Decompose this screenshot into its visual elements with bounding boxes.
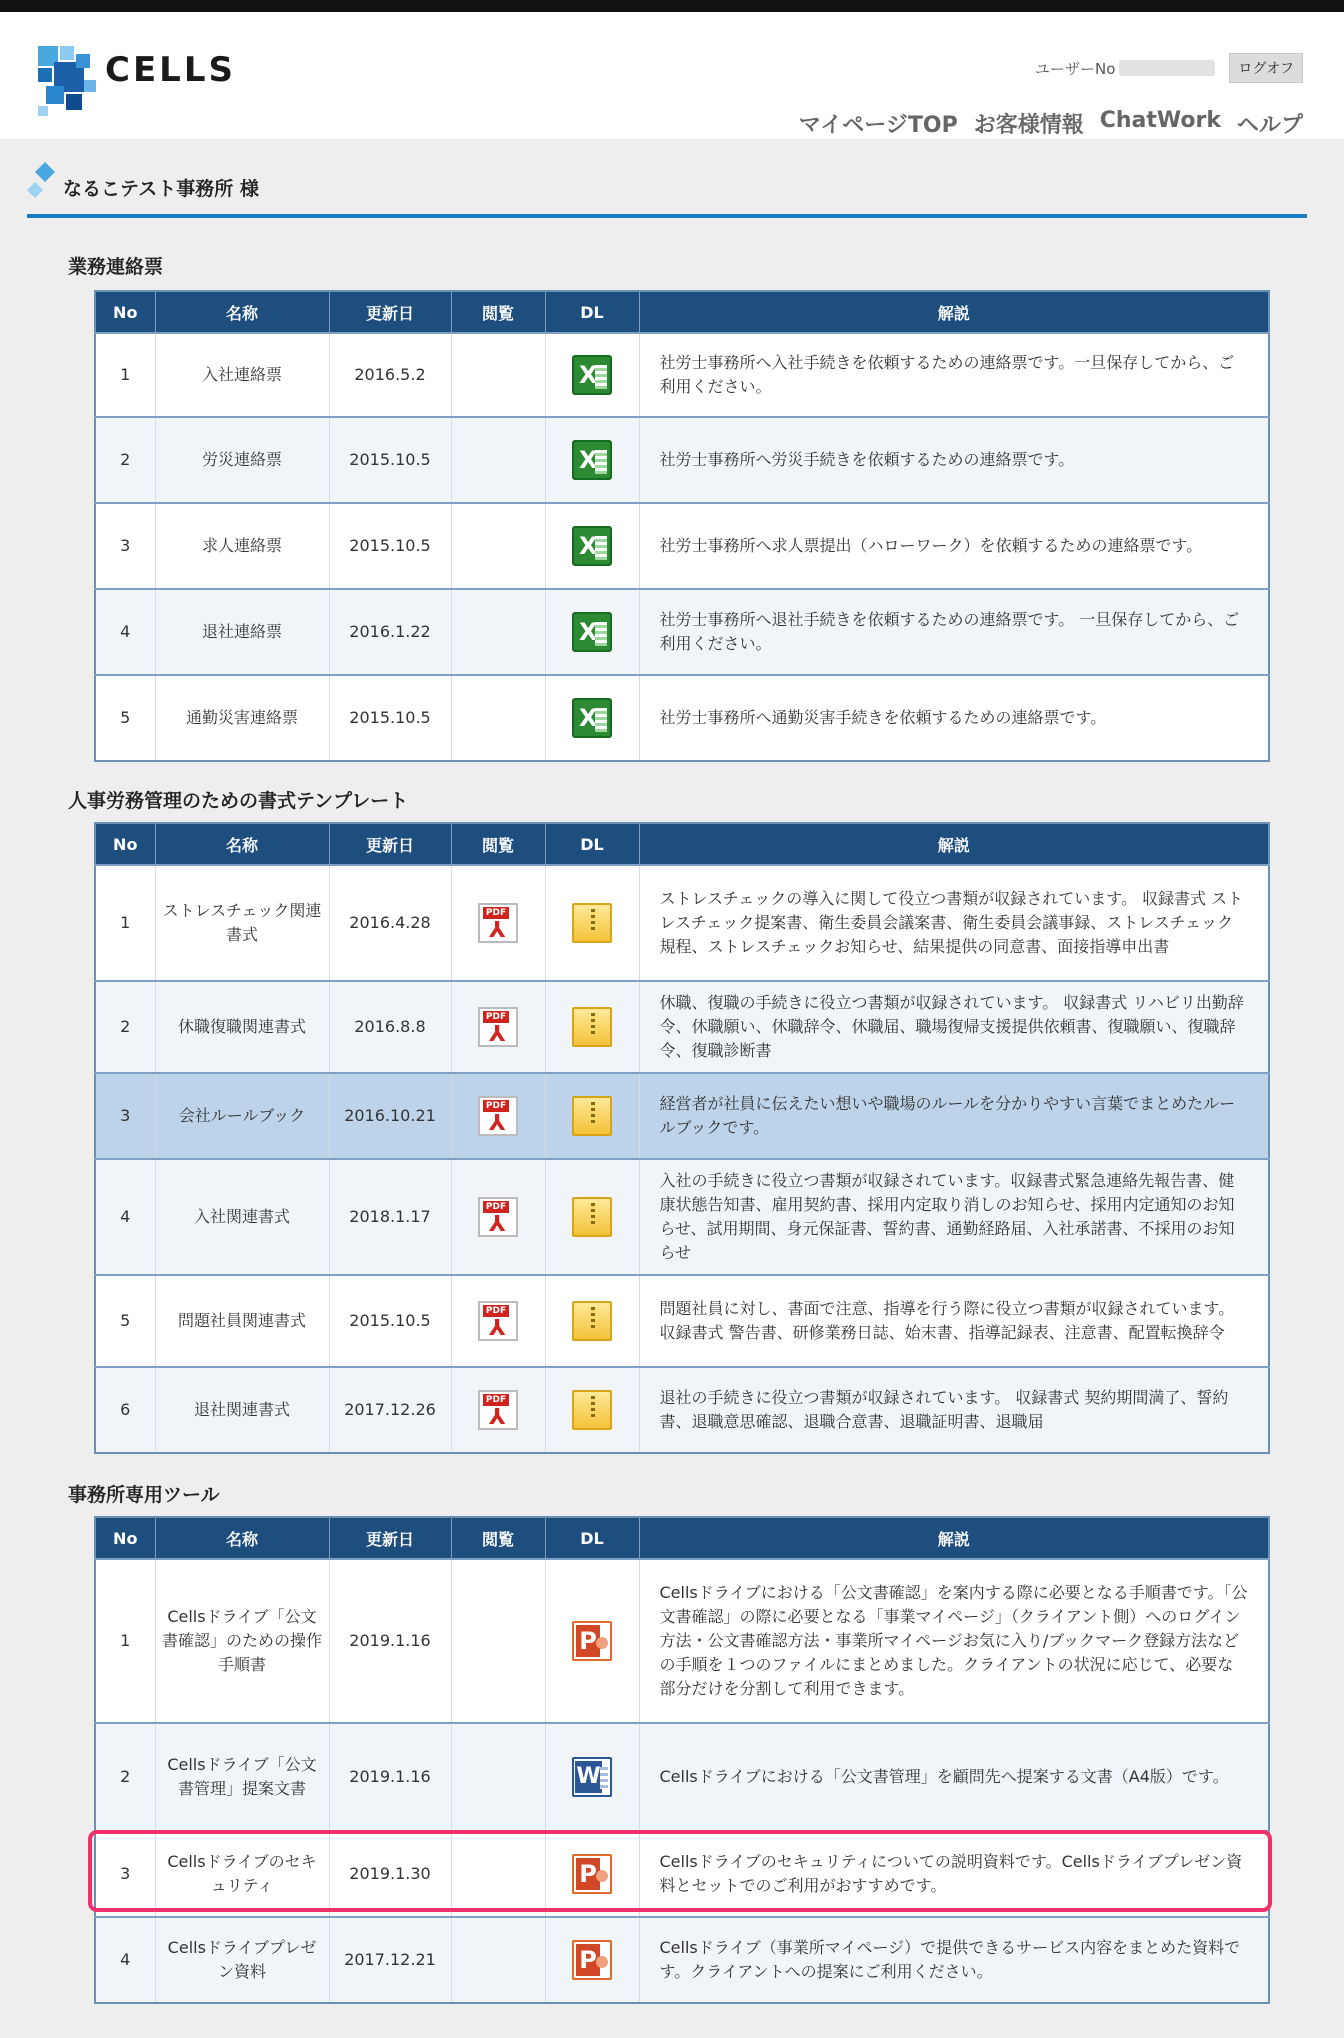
zip-icon[interactable] [572,1301,612,1341]
logout-button[interactable]: ログオフ [1229,53,1303,83]
row-number: 1 [95,333,155,417]
download-cell [545,981,639,1073]
column-header-desc: 解説 [639,823,1269,865]
updated-date: 2016.4.28 [329,865,451,981]
view-cell [451,1723,545,1831]
pdf-icon[interactable] [478,903,518,943]
column-header-dl: DL [545,823,639,865]
document-name[interactable]: 通勤災害連絡票 [155,675,329,761]
updated-date: 2015.10.5 [329,1275,451,1367]
document-description: Cellsドライブにおける「公文書管理」を顧問先へ提案する文書（A4版）です。 [639,1723,1269,1831]
row-number: 1 [95,1559,155,1723]
view-cell [451,1159,545,1275]
column-header-desc: 解説 [639,1517,1269,1559]
download-cell [545,1723,639,1831]
document-description: Cellsドライブ（事業所マイページ）で提供できるサービス内容をまとめた資料です。クライアントへの提案にご利用ください。 [639,1917,1269,2003]
download-cell [545,1073,639,1159]
column-header-date: 更新日 [329,291,451,333]
document-name[interactable]: 退社連絡票 [155,589,329,675]
view-cell [451,1073,545,1159]
section-title: 人事労務管理のための書式テンプレート [68,790,409,812]
header [0,12,1344,139]
updated-date: 2016.1.22 [329,589,451,675]
row-number: 6 [95,1367,155,1453]
updated-date: 2015.10.5 [329,503,451,589]
user-number-label: ユーザーNo [1035,59,1116,78]
column-header-date: 更新日 [329,1517,451,1559]
download-cell [545,503,639,589]
updated-date: 2017.12.21 [329,1917,451,2003]
document-name[interactable]: Cellsドライブプレゼン資料 [155,1917,329,2003]
download-cell [545,675,639,761]
download-cell [545,589,639,675]
zip-icon[interactable] [572,1197,612,1237]
download-cell [545,1917,639,2003]
view-cell [451,589,545,675]
column-header-view: 閲覧 [451,823,545,865]
download-cell [545,333,639,417]
documents-table [94,1516,1270,2004]
download-cell [545,1831,639,1917]
document-description: ストレスチェックの導入に関して役立つ書類が収録されています。 収録書式 ストレスチェック提案書、衛生委員会議案書、衛生委員会議事録、ストレスチェック規程、ストレスチェックお知らせ、結果提供の同意書、面接指導申出書 [639,865,1269,981]
document-description: 社労士事務所へ入社手続きを依頼するための連絡票です。一旦保存してから、ご利用ください。 [639,333,1269,417]
view-cell [451,417,545,503]
row-number: 4 [95,1159,155,1275]
view-cell [451,1275,545,1367]
document-description: 社労士事務所へ労災手続きを依頼するための連絡票です。 [639,417,1269,503]
updated-date: 2015.10.5 [329,675,451,761]
document-description: 退社の手続きに役立つ書類が収録されています。 収録書式 契約期間満了、誓約書、退職意思確認、退職合意書、退職証明書、退職届 [639,1367,1269,1453]
zip-icon[interactable] [572,903,612,943]
logo-text: CELLS [105,50,236,90]
document-description: Cellsドライブにおける「公文書確認」を案内する際に必要となる手順書です。「公文書確認」の際に必要となる「事業マイページ」（クライアント側）へのログイン方法・公文書確認方法・事業所マイページお気に入り/ブックマーク登録方法などの手順を１つのファイルにまとめました。クライアントの状況に応じて、必要な部分だけを分割して利用できます。 [639,1559,1269,1723]
column-header-view: 閲覧 [451,1517,545,1559]
row-number: 2 [95,1723,155,1831]
view-cell [451,981,545,1073]
column-header-dl: DL [545,1517,639,1559]
view-cell [451,675,545,761]
document-name[interactable]: 会社ルールブック [155,1073,329,1159]
updated-date: 2015.10.5 [329,417,451,503]
view-cell [451,865,545,981]
table-row [95,981,1269,1073]
updated-date: 2019.1.30 [329,1831,451,1917]
row-number: 5 [95,1275,155,1367]
updated-date: 2016.10.21 [329,1073,451,1159]
column-header-name: 名称 [155,823,329,865]
document-name[interactable]: Cellsドライブのセキュリティ [155,1831,329,1917]
zip-icon[interactable] [572,1390,612,1430]
download-cell [545,865,639,981]
column-header-name: 名称 [155,1517,329,1559]
download-cell [545,1559,639,1723]
section-title: 事務所専用ツール [68,1484,220,1506]
document-name[interactable]: ストレスチェック関連書式 [155,865,329,981]
table-row [95,675,1269,761]
row-number: 5 [95,675,155,761]
document-description: Cellsドライブのセキュリティについての説明資料です。Cellsドライブプレゼン資料とセットでのご利用がおすすめです。 [639,1831,1269,1917]
column-header-view: 閲覧 [451,291,545,333]
document-description: 経営者が社員に伝えたい想いや職場のルールを分かりやすい言葉でまとめたルールブックです。 [639,1073,1269,1159]
document-name[interactable]: 休職復職関連書式 [155,981,329,1073]
pdf-icon[interactable] [478,1390,518,1430]
row-number: 4 [95,589,155,675]
xls-icon[interactable] [572,612,612,652]
section-title: 業務連絡票 [68,256,164,278]
document-name[interactable]: Cellsドライブ「公文書確認」のための操作手順書 [155,1559,329,1723]
updated-date: 2016.5.2 [329,333,451,417]
table-row [95,1917,1269,2003]
office-title-bar [27,158,1307,218]
document-name[interactable]: 労災連絡票 [155,417,329,503]
xls-icon[interactable] [572,526,612,566]
updated-date: 2019.1.16 [329,1723,451,1831]
column-header-desc: 解説 [639,291,1269,333]
document-description: 入社の手続きに役立つ書類が収録されています。収録書式緊急連絡先報告書、健康状態告知書、雇用契約書、採用内定取り消しのお知らせ、採用内定通知のお知らせ、試用期間、身元保証書、誓約書、通勤経路届、入社承諾書、不採用のお知らせ [639,1159,1269,1275]
zip-icon[interactable] [572,1007,612,1047]
nav-customer-info[interactable]: お客様情報 [973,113,1084,138]
main-nav [799,108,1303,139]
row-number: 3 [95,503,155,589]
document-description: 社労士事務所へ通勤災害手続きを依頼するための連絡票です。 [639,675,1269,761]
table-row [95,1073,1269,1159]
diamond-icon [27,160,57,210]
table-row [95,865,1269,981]
document-description: 社労士事務所へ求人票提出（ハローワーク）を依頼するための連絡票です。 [639,503,1269,589]
xls-icon[interactable] [572,355,612,395]
table-row [95,1159,1269,1275]
pdf-icon[interactable] [478,1096,518,1136]
user-area [1035,54,1303,82]
updated-date: 2018.1.17 [329,1159,451,1275]
pdf-icon[interactable] [478,1197,518,1237]
download-cell [545,1159,639,1275]
table-row [95,1275,1269,1367]
zip-icon[interactable] [572,1096,612,1136]
document-description: 問題社員に対し、書面で注意、指導を行う際に役立つ書類が収録されています。 収録書式 警告書、研修業務日誌、始末書、指導記録表、注意書、配置転換辞令 [639,1275,1269,1367]
table-row [95,503,1269,589]
row-number: 3 [95,1073,155,1159]
column-header-name: 名称 [155,291,329,333]
ppt-icon[interactable] [572,1940,612,1980]
table-row [95,1831,1269,1917]
top-bar [0,0,1344,12]
table-row [95,1559,1269,1723]
row-number: 2 [95,981,155,1073]
view-cell [451,503,545,589]
column-header-no: No [95,291,155,333]
view-cell [451,1559,545,1723]
document-name[interactable]: 入社関連書式 [155,1159,329,1275]
download-cell [545,1275,639,1367]
pdf-icon[interactable] [478,1007,518,1047]
table-row [95,1367,1269,1453]
column-header-no: No [95,1517,155,1559]
documents-table [94,290,1270,762]
xls-icon[interactable] [572,440,612,480]
table-row [95,417,1269,503]
office-name: なるこテスト事務所 様 [63,178,259,200]
download-cell [545,1367,639,1453]
document-description: 休職、復職の手続きに役立つ書類が収録されています。 収録書式 リハビリ出勤辞令、休職願い、休職辞令、休職届、職場復帰支援提供依頼書、復職願い、復職辞令、復職診断書 [639,981,1269,1073]
view-cell [451,1917,545,2003]
document-name[interactable]: 求人連絡票 [155,503,329,589]
table-row [95,333,1269,417]
xls-icon[interactable] [572,698,612,738]
documents-table [94,822,1270,1454]
doc-icon[interactable] [572,1757,612,1797]
pdf-icon[interactable] [478,1301,518,1341]
column-header-no: No [95,823,155,865]
document-name[interactable]: 退社関連書式 [155,1367,329,1453]
document-description: 社労士事務所へ退社手続きを依頼するための連絡票です。 一旦保存してから、ご利用ください。 [639,589,1269,675]
column-header-date: 更新日 [329,823,451,865]
view-cell [451,1367,545,1453]
document-name[interactable]: Cellsドライブ「公文書管理」提案文書 [155,1723,329,1831]
updated-date: 2016.8.8 [329,981,451,1073]
document-name[interactable]: 入社連絡票 [155,333,329,417]
column-header-dl: DL [545,291,639,333]
nav-chatwork[interactable]: ChatWork [1099,108,1221,133]
row-number: 1 [95,865,155,981]
download-cell [545,417,639,503]
table-row [95,1723,1269,1831]
row-number: 3 [95,1831,155,1917]
ppt-icon[interactable] [572,1854,612,1894]
table-row [95,589,1269,675]
view-cell [451,333,545,417]
ppt-icon[interactable] [572,1621,612,1661]
updated-date: 2017.12.26 [329,1367,451,1453]
nav-mypage-top[interactable]: マイページTOP [798,113,958,138]
user-number-masked [1119,60,1215,76]
updated-date: 2019.1.16 [329,1559,451,1723]
nav-help[interactable]: ヘルプ [1236,113,1303,138]
view-cell [451,1831,545,1917]
row-number: 4 [95,1917,155,2003]
row-number: 2 [95,417,155,503]
document-name[interactable]: 問題社員関連書式 [155,1275,329,1367]
